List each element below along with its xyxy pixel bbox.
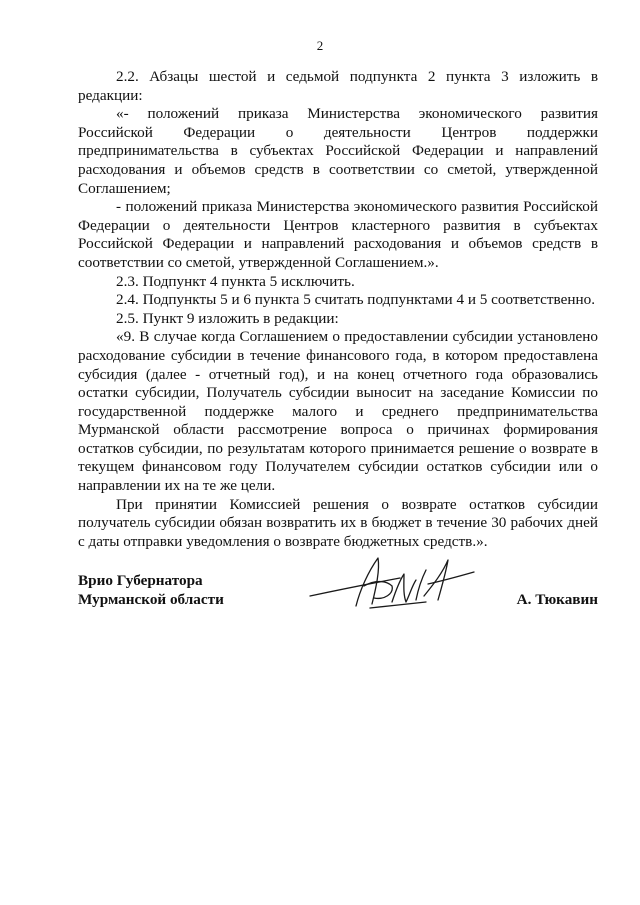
paragraph-item-9: «9. В случае когда Соглашением о предоставлении субсидии установлено расходование субсидии в течение финансового года, в котором предоставлена субсидия (далее - отчетный год), и на конец отчетного года образовались остатки субсидии, Получатель субсидии выносит на заседание Комиссии по государственной поддержке малого и среднего предпринимательства Мурманской области рассмотрение вопроса о причинах формирования остатков субсидии, по результатам которого принимается решение о возврате в текущем финансовом году Получателем субсидии остатков субсидии или о направлении их на те же цели. bbox=[78, 328, 598, 495]
handwritten-signature-icon bbox=[308, 550, 478, 620]
paragraph-quote-cluster-centers: - положений приказа Министерства экономического развития Российской Федерации о деятельности Центров кластерного развития в субъектах Российской Федерации и направлений расходования и объемов средств в соответствии со сметой, утвержденной Соглашением.». bbox=[78, 198, 598, 271]
paragraph-2-5: 2.5. Пункт 9 изложить в редакции: bbox=[116, 309, 339, 327]
paragraph-2-4: 2.4. Подпункты 5 и 6 пункта 5 считать подпунктами 4 и 5 соответственно. bbox=[116, 291, 596, 309]
signatory-title-line2: Мурманской области bbox=[78, 590, 224, 608]
signatory-title-line1: Врио Губернатора bbox=[78, 572, 203, 589]
paragraph-return-remainder: При принятии Комиссией решения о возврате остатков субсидии получатель субсидии обязан возвратить их в бюджет в течение 30 рабочих дней с даты отправки уведомления о возврате бюджетных средств.». bbox=[78, 495, 598, 550]
signatory-name: А. Тюкавин bbox=[516, 590, 598, 608]
paragraph-2-2: 2.2. Абзацы шестой и седьмой подпункта 2 пункта 3 изложить в редакции: bbox=[78, 68, 598, 104]
paragraph-quote-centers-support: «- положений приказа Министерства экономического развития Российской Федерации о деятельности Центров поддержки предпринимательства в субъектах Российской Федерации и направлений расходования и объемов средств в соответствии со сметой, утвержденной Соглашением; bbox=[78, 105, 598, 197]
signatory-title bbox=[78, 572, 224, 609]
page-number: 2 bbox=[316, 38, 324, 53]
paragraph-2-3: 2.3. Подпункт 4 пункта 5 исключить. bbox=[116, 272, 355, 290]
signature-block bbox=[78, 572, 598, 622]
document-body bbox=[78, 68, 598, 551]
